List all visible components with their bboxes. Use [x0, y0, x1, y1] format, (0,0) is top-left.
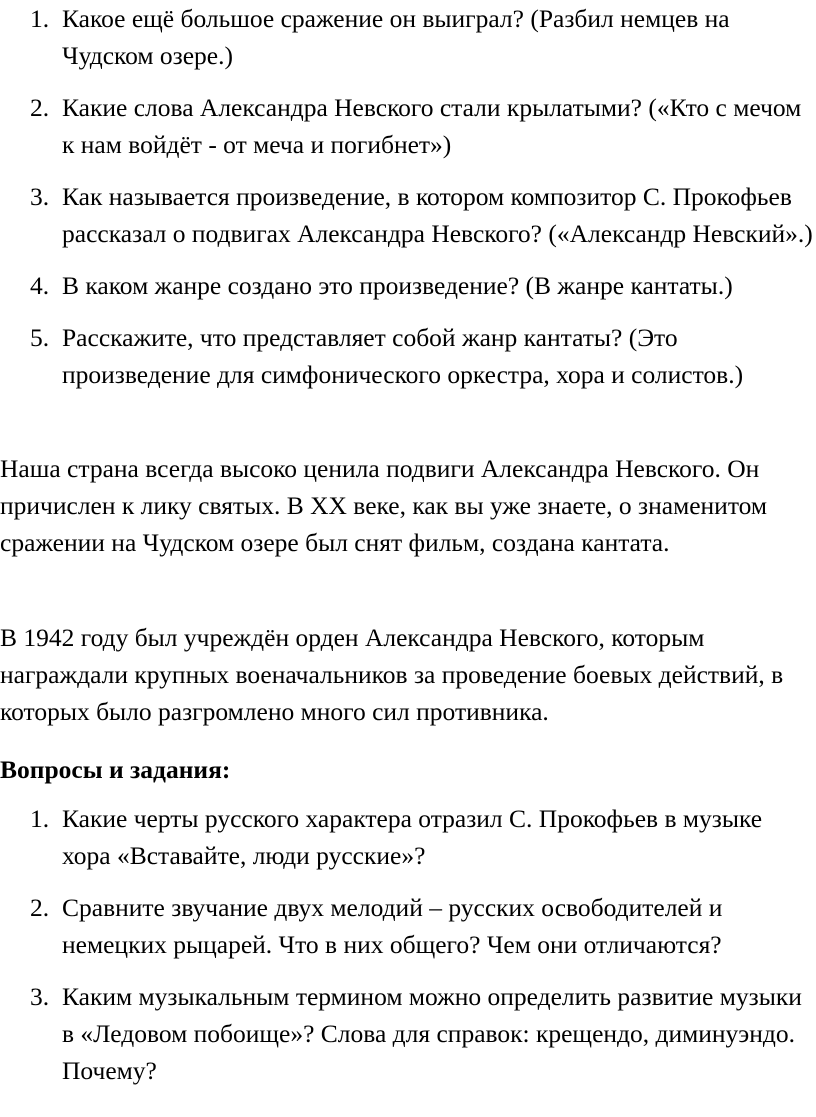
- list-item: [0, 319, 816, 393]
- list-item: [0, 889, 816, 963]
- list-item: [0, 0, 816, 74]
- list-number: 3.: [30, 182, 50, 211]
- section-heading: Вопросы и задания:: [0, 755, 231, 784]
- list-number: 1.: [30, 804, 50, 833]
- answers-list: [0, 0, 816, 408]
- list-item: [0, 267, 816, 304]
- list-item-text: Каким музыкальным термином можно определить развитие музыки в «Ледовом побоище»? Слова для справок: крещендо, диминуэндо. Почему?: [62, 982, 802, 1085]
- list-item: [0, 89, 816, 163]
- list-item: [0, 178, 816, 252]
- list-number: 2.: [30, 893, 50, 922]
- paragraph-saint: Наша страна всегда высоко ценила подвиги Александра Невского. Он причислен к лику святых. В XX веке, как вы уже знаете, о знаменитом сражении на Чудском озере был снят фильм, создана кантата.: [0, 454, 768, 557]
- list-item-text: Какие слова Александра Невского стали крылатыми? («Кто с мечом к нам войдёт - от меча и погибнет»): [62, 93, 802, 159]
- list-item-text: Какое ещё большое сражение он выиграл? (Разбил немцев на Чудском озере.): [62, 4, 730, 70]
- paragraph-order: В 1942 году был учреждён орден Александра Невского, которым награждали крупных военачальников за проведение боевых действий, в которых было разгромлено много сил противника.: [0, 623, 784, 726]
- list-item-text: В каком жанре создано это произведение? (В жанре кантаты.): [62, 271, 733, 300]
- list-item: [0, 978, 816, 1089]
- list-item-text: Как называется произведение, в котором композитор С. Прокофьев рассказал о подвигах Александра Невского? («Александр Невский».): [62, 182, 813, 248]
- list-number: 4.: [30, 271, 50, 300]
- list-item-text: Сравните звучание двух мелодий – русских освободителей и немецких рыцарей. Что в них общего? Чем они отличаются?: [62, 893, 723, 959]
- list-item: [0, 800, 816, 874]
- list-item-text: Какие черты русского характера отразил С. Прокофьев в музыке хора «Вставайте, люди русские»?: [62, 804, 763, 870]
- questions-list: [0, 800, 816, 1104]
- list-number: 5.: [30, 323, 50, 352]
- list-number: 3.: [30, 982, 50, 1011]
- list-number: 1.: [30, 4, 50, 33]
- list-item-text: Расскажите, что представляет собой жанр кантаты? (Это произведение для симфонического оркестра, хора и солистов.): [62, 323, 744, 389]
- list-number: 2.: [30, 93, 50, 122]
